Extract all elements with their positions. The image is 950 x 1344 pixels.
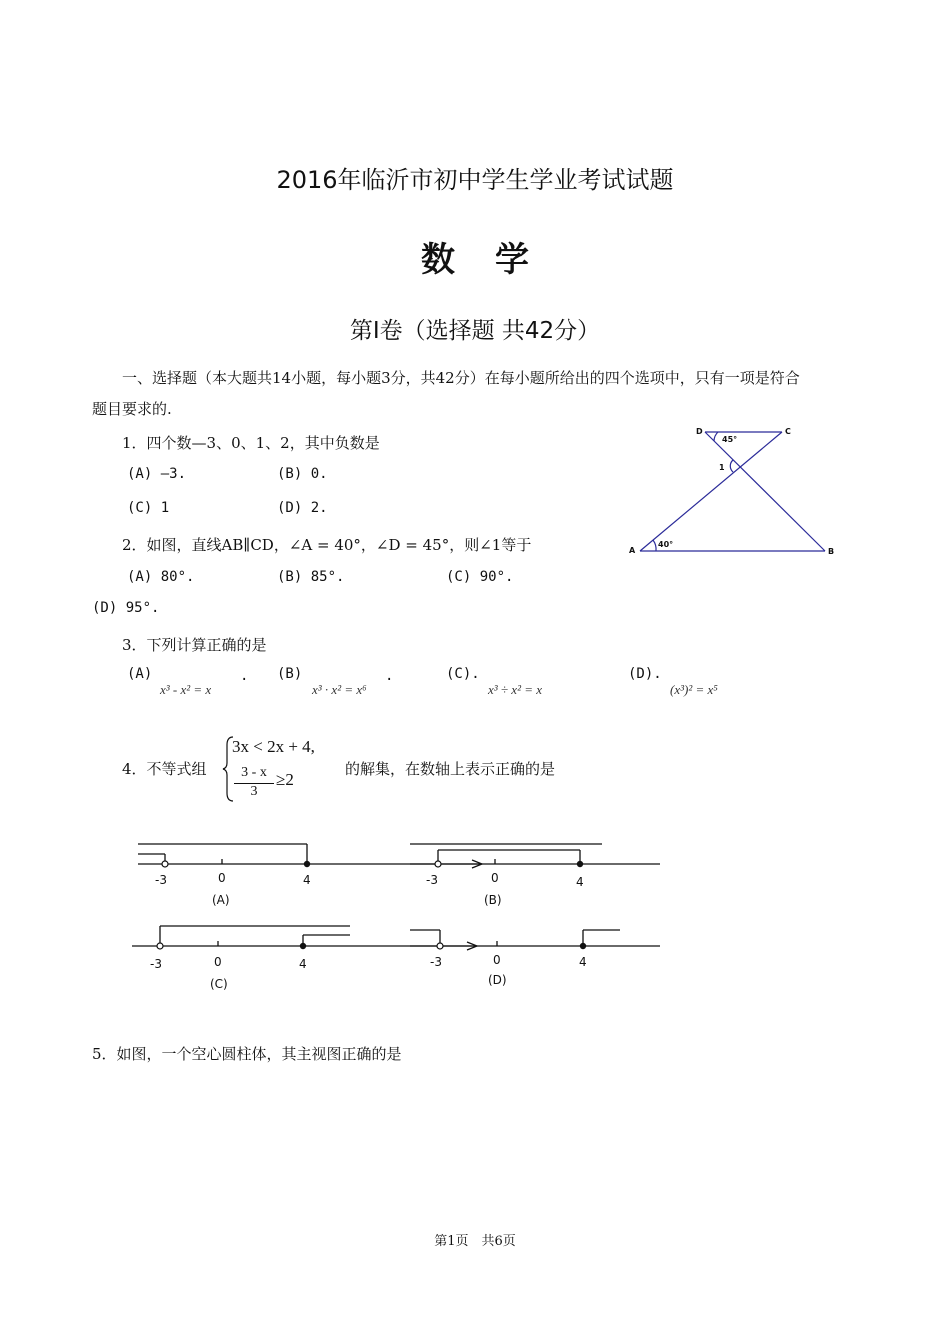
- q2-option-b[interactable]: (B) 85°.: [277, 569, 345, 585]
- arc-d: [714, 432, 718, 441]
- axis-d-m3: -3: [430, 955, 442, 969]
- point-b-open: [435, 861, 441, 867]
- axis-c-0: 0: [214, 955, 222, 969]
- point-b-filled: [577, 861, 583, 867]
- q4-ineq2-den: 3: [250, 784, 258, 799]
- instructions-line1: 一、选择题（本大题共14小题，每小题3分，共42分）在每小题所给出的四个选项中，只有一项是符合: [122, 369, 800, 387]
- q3-option-d[interactable]: (D).: [628, 666, 662, 682]
- axis-b-m3: -3: [426, 873, 438, 887]
- axis-a-4: 4: [303, 873, 311, 887]
- axis-d-4: 4: [579, 955, 587, 969]
- point-a-open: [162, 861, 168, 867]
- q4-number-lines: [120, 830, 660, 1010]
- instructions-line2: 题目要求的.: [92, 400, 172, 418]
- q5-stem: 5．如图，一个空心圆柱体，其主视图正确的是: [92, 1045, 402, 1063]
- axis-c-4: 4: [299, 957, 307, 971]
- point-c-filled: [300, 943, 306, 949]
- q2-figure: [622, 420, 842, 565]
- section-title: 第Ⅰ卷（选择题 共42分）: [349, 318, 601, 344]
- q1-option-d[interactable]: (D) 2.: [277, 500, 328, 516]
- q2-option-d[interactable]: (D) 95°.: [92, 600, 160, 616]
- page-footer: 第1页 共6页: [434, 1234, 516, 1249]
- angle-1-label: 1: [719, 463, 725, 472]
- label-d: D: [696, 427, 703, 436]
- q3-dot-b: .: [385, 668, 394, 684]
- q3-option-c[interactable]: (C).: [446, 666, 480, 682]
- q2-option-a[interactable]: (A) 80°.: [127, 569, 195, 585]
- line-ac: [640, 432, 782, 551]
- q3-dot-a: .: [240, 668, 249, 684]
- axis-d-0: 0: [493, 953, 501, 967]
- q3-formula-d: (x³)² = x⁵: [670, 682, 718, 697]
- point-d-filled: [580, 943, 586, 949]
- subject-title: 数学: [421, 240, 569, 280]
- q4-ineq2-rel: ≥2: [276, 770, 294, 789]
- label-a: A: [629, 546, 636, 555]
- label-b: B: [828, 547, 835, 556]
- q3-formula-c: x³ ÷ x² = x: [488, 682, 543, 697]
- q3-formula-b: x³ · x² = x⁶: [312, 682, 367, 697]
- arc-1: [730, 460, 733, 472]
- point-d-open: [437, 943, 443, 949]
- q4-stem-post: 的解集，在数轴上表示正确的是: [345, 760, 556, 778]
- point-c-open: [157, 943, 163, 949]
- q1-option-a[interactable]: (A) —3.: [127, 466, 187, 482]
- q1-option-c[interactable]: (C) 1: [127, 500, 170, 516]
- axis-b-4: 4: [576, 875, 584, 889]
- option-c-label: (C): [210, 977, 228, 991]
- numberline-b: [410, 844, 660, 868]
- axis-a-0: 0: [218, 871, 226, 885]
- q2-option-c[interactable]: (C) 90°.: [446, 569, 514, 585]
- q4-ineq1: 3x < 2x + 4,: [232, 737, 315, 756]
- q3-stem: 3．下列计算正确的是: [122, 636, 267, 654]
- label-c: C: [785, 427, 791, 436]
- q3-option-a[interactable]: (A): [127, 666, 153, 682]
- q4-stem-pre: 4．不等式组: [122, 760, 207, 778]
- q3-formula-a: x³ - x² = x: [160, 682, 212, 697]
- arc-a: [653, 540, 656, 551]
- numberline-d: [410, 930, 660, 950]
- angle-d-label: 45°: [722, 435, 738, 444]
- axis-b-0: 0: [491, 871, 499, 885]
- angle-a-label: 40°: [658, 540, 674, 549]
- q3-option-b[interactable]: (B): [277, 666, 303, 682]
- q4-ineq2-num: 3 - x: [241, 765, 267, 780]
- exam-title: 2016年临沂市初中学生学业考试试题: [276, 166, 674, 194]
- point-a-filled: [304, 861, 310, 867]
- q1-option-b[interactable]: (B) 0.: [277, 466, 328, 482]
- axis-c-m3: -3: [150, 957, 162, 971]
- option-a-label: (A): [212, 893, 230, 907]
- q2-stem: 2．如图，直线AB∥CD，∠A = 40°，∠D = 45°，则∠1等于: [122, 536, 532, 554]
- line-db: [705, 432, 825, 551]
- option-d-label: (D): [488, 973, 507, 987]
- option-b-label: (B): [484, 893, 502, 907]
- q1-stem: 1．四个数—3、0、1、2，其中负数是: [122, 434, 380, 452]
- axis-a-m3: -3: [155, 873, 167, 887]
